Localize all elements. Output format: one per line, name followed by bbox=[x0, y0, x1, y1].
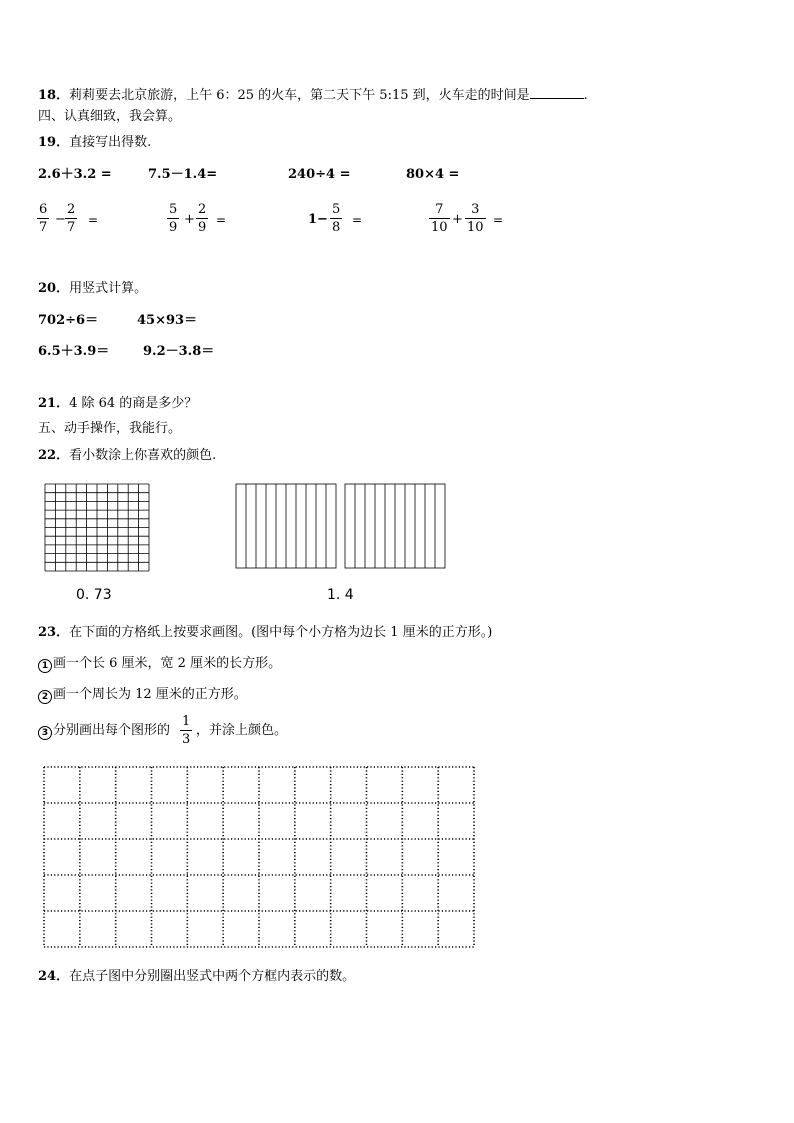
operator: + bbox=[452, 212, 463, 227]
calc-item: 80×4 = bbox=[406, 167, 460, 182]
calc-item: 45×93＝ bbox=[137, 313, 198, 328]
section-title-5: 五、动手操作，我能行。 bbox=[38, 421, 182, 436]
question-number: 23． bbox=[38, 625, 70, 640]
equals: = bbox=[493, 213, 504, 227]
fraction: $\frac{7}{10}$ bbox=[431, 202, 448, 235]
calc-item: 2.6＋3.2 = bbox=[38, 167, 112, 182]
calc-item: 6.5＋3.9＝ bbox=[38, 344, 110, 359]
step-text: 分别画出每个图形的 bbox=[53, 723, 171, 738]
fraction: $\frac{5}{9}$ bbox=[169, 202, 178, 235]
calc-item: 702÷6＝ bbox=[38, 313, 99, 328]
question-text: 在下面的方格纸上按要求画图。(图中每个小方格为边长 1 厘米的正方形。) bbox=[69, 625, 493, 640]
step-3 bbox=[38, 724, 170, 740]
question-22 bbox=[38, 449, 216, 462]
question-text: 直接写出得数. bbox=[69, 135, 152, 150]
calc-item: 9.2－3.8＝ bbox=[143, 344, 215, 359]
question-number: 19． bbox=[38, 135, 70, 150]
operator: + bbox=[184, 212, 195, 227]
equals: = bbox=[88, 213, 99, 227]
fraction: $\frac{6}{7}$ bbox=[39, 202, 48, 235]
hundred-grid[interactable] bbox=[44, 483, 150, 572]
decimal-label-b: 1. 4 bbox=[327, 587, 354, 603]
question-text: 用竖式计算。 bbox=[69, 281, 148, 296]
decimal-label-a: 0. 73 bbox=[76, 587, 112, 603]
question-number: 18． bbox=[38, 88, 70, 103]
circled-number: 2 bbox=[38, 690, 52, 704]
step-text: 画一个长 6 厘米，宽 2 厘米的长方形。 bbox=[53, 656, 282, 671]
question-number: 21． bbox=[38, 396, 70, 411]
tenths-strip-1[interactable] bbox=[235, 483, 337, 569]
question-18 bbox=[38, 86, 588, 102]
question-number: 24． bbox=[38, 969, 70, 984]
dotted-grid-paper[interactable] bbox=[42, 765, 476, 949]
question-21 bbox=[38, 397, 197, 410]
section-title-4: 四、认真细致，我会算。 bbox=[38, 109, 182, 124]
question-text: 莉莉要去北京旅游，上午 6：25 的火车，第二天下午 5:15 到，火车走的时间是 bbox=[69, 88, 530, 103]
fraction: $\frac{5}{8}$ bbox=[332, 202, 341, 235]
step-1 bbox=[38, 657, 281, 673]
question-23 bbox=[38, 626, 492, 639]
question-text: 看小数涂上你喜欢的颜色. bbox=[69, 448, 217, 463]
equals: = bbox=[216, 213, 227, 227]
fraction: $\frac{2}{7}$ bbox=[67, 202, 76, 235]
answer-blank[interactable] bbox=[530, 86, 584, 99]
step-text: 画一个周长为 12 厘米的正方形。 bbox=[53, 687, 247, 702]
circled-number: 1 bbox=[38, 659, 52, 673]
circled-number: 3 bbox=[38, 726, 52, 740]
equals: = bbox=[352, 213, 363, 227]
fraction: $\frac{1}{3}$ bbox=[182, 714, 191, 747]
fraction: $\frac{2}{9}$ bbox=[198, 202, 207, 235]
question-number: 20． bbox=[38, 281, 70, 296]
operator: 1− bbox=[308, 212, 328, 227]
question-text-end: . bbox=[583, 88, 588, 103]
question-text: 4 除 64 的商是多少？ bbox=[69, 396, 198, 411]
question-24 bbox=[38, 970, 355, 983]
question-text: 在点子图中分别圈出竖式中两个方框内表示的数。 bbox=[69, 969, 356, 984]
calc-item: 7.5－1.4= bbox=[148, 167, 218, 182]
step-text-end: ，并涂上颜色。 bbox=[196, 723, 288, 738]
calc-item: 240÷4 = bbox=[288, 167, 351, 182]
operator: − bbox=[55, 212, 66, 227]
question-20 bbox=[38, 282, 147, 295]
question-19 bbox=[38, 136, 151, 149]
tenths-strip-2[interactable] bbox=[344, 483, 446, 569]
fraction: $\frac{3}{10}$ bbox=[467, 202, 484, 235]
question-number: 22． bbox=[38, 448, 70, 463]
step-2 bbox=[38, 688, 247, 704]
